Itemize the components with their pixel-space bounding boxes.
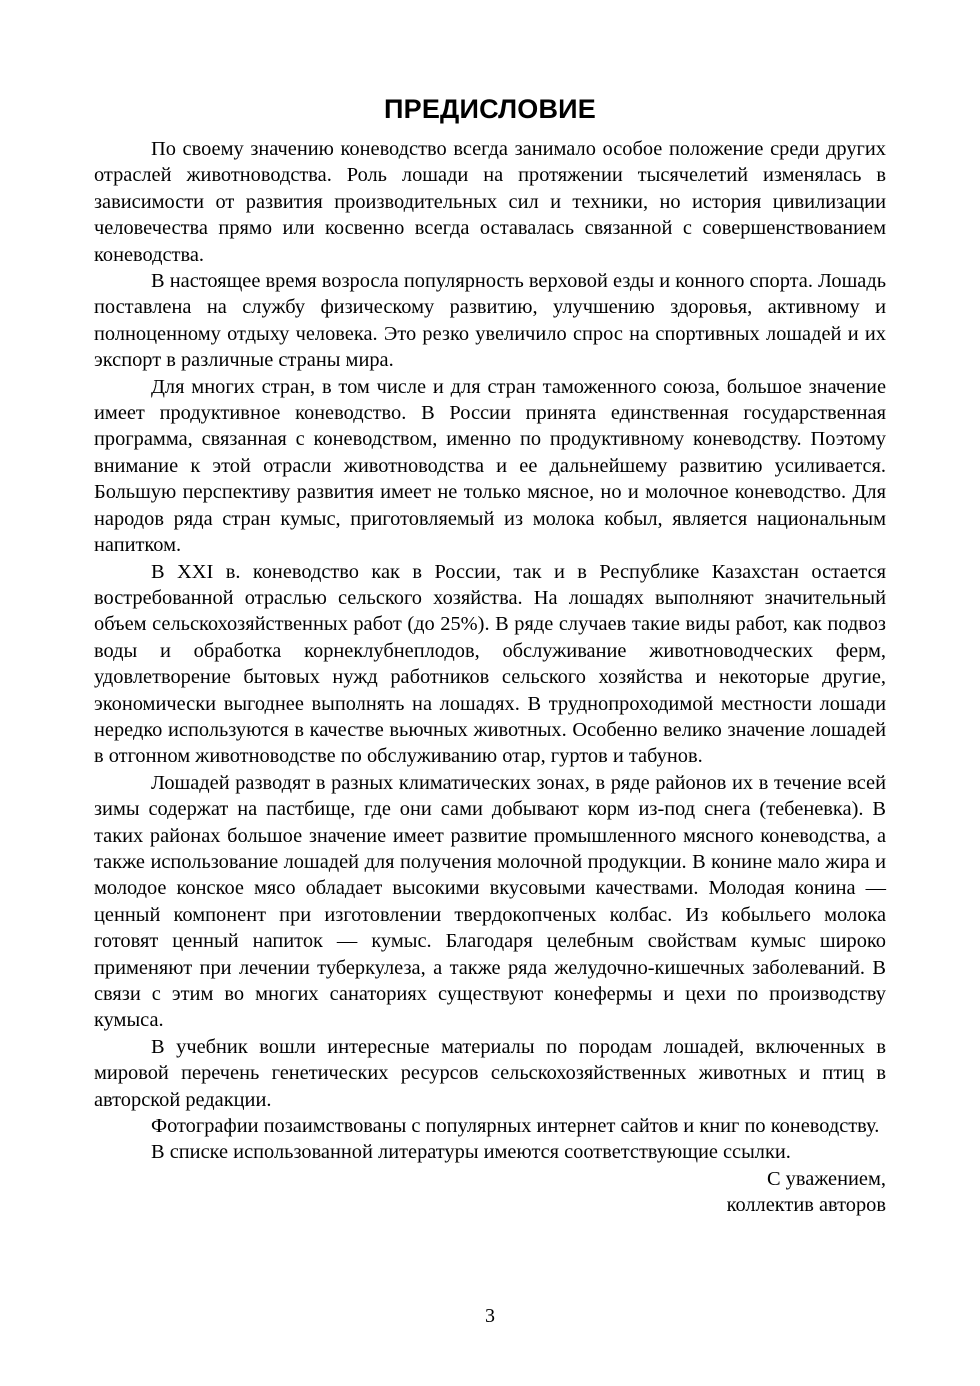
- signature-authors: коллектив авторов: [726, 1194, 886, 1217]
- document-page: [94, 92, 886, 1219]
- paragraph-3: Для многих стран, в том числе и для стран таможенного союза, большое значение имеет продуктивное коневодство. В России принята единственная государственная программа, связанная с коневодством, именно по продуктивному коневодству. Поэтому внимание к этой отрасли животноводства и ее дальнейшему развитию усиливается. Большую перспективу развития имеет не только мясное, но и молочное коневодство. Для народов ряда стран кумыс, приготовляемый из молока кобыл, является национальным напитком.: [94, 375, 886, 557]
- paragraph-8: В списке использованной литературы имеются соответствующие ссылки.: [151, 1141, 791, 1164]
- paragraph-5: Лошадей разводят в разных климатических зонах, в ряде районов их в течение всей зимы содержат на пастбище, где они сами добывают корм из-под снега (тебеневка). В таких районах большое значение имеет развитие промышленного мясного коневодства, а также использование лошадей для получения молочной продукции. В конине мало жира и молодое конское мясо обладает высокими вкусовыми качествами. Молодая конина — ценный компонент при изготовлении твердокопченых колбас. Из кобыльего молока готовят ценный напиток — кумыс. Благодаря целебным свойствам кумыс широко применяют при лечении туберкулеза, а также ряда желудочно-кишечных заболеваний. В связи с этим во многих санаториях существуют конефермы и цехи по производству кумыса.: [94, 771, 886, 1032]
- paragraph-7: Фотографии позаимствованы с популярных интернет сайтов и книг по коневодству.: [151, 1115, 880, 1138]
- paragraph-1: По своему значению коневодство всегда занимало особое положение среди других отраслей животноводства. Роль лошади на протяжении тысячелетий изменялась в зависимости от развития производительных сил и техники, но история цивилизации человечества прямо или косвенно всегда оставалась связанной с совершенствованием коневодства.: [94, 138, 886, 266]
- paragraph-2: В настоящее время возросла популярность верховой езды и конного спорта. Лошадь поставлена на службу физическому развитию, улучшению здоровья, активному и полноценному отдыху человека. Это резко увеличило спрос на спортивных лошадей и их экспорт в различные страны мира.: [94, 270, 886, 372]
- page-number: 3: [485, 1305, 495, 1327]
- paragraph-6: В учебник вошли интересные материалы по породам лошадей, включенных в мировой перечень генетических ресурсов сельскохозяйственных животных и птиц в авторской редакции.: [94, 1035, 886, 1111]
- page-title: ПРЕДИСЛОВИЕ: [384, 94, 596, 124]
- signature-greeting: С уважением,: [766, 1167, 886, 1190]
- paragraph-4: В XXI в. коневодство как в России, так и в Республике Казахстан остается востребованной отраслью сельского хозяйства. На лошадях выполняют значительный объем сельскохозяйственных работ (до 25%). В ряде случаев такие виды работ, как подвоз воды и обработка корнеклубнеплодов, обслуживание животноводческих ферм, удовлетворение бытовых нужд работников сельского хозяйства и некоторые другие, экономически выгоднее выполнять на лошадях. В труднопроходимой местности лошади нередко используются в качестве вьючных животных. Особенно велико значение лошадей в отгонном животноводстве по обслуживанию отар, гуртов и табунов.: [94, 560, 886, 768]
- signature: [94, 1166, 886, 1219]
